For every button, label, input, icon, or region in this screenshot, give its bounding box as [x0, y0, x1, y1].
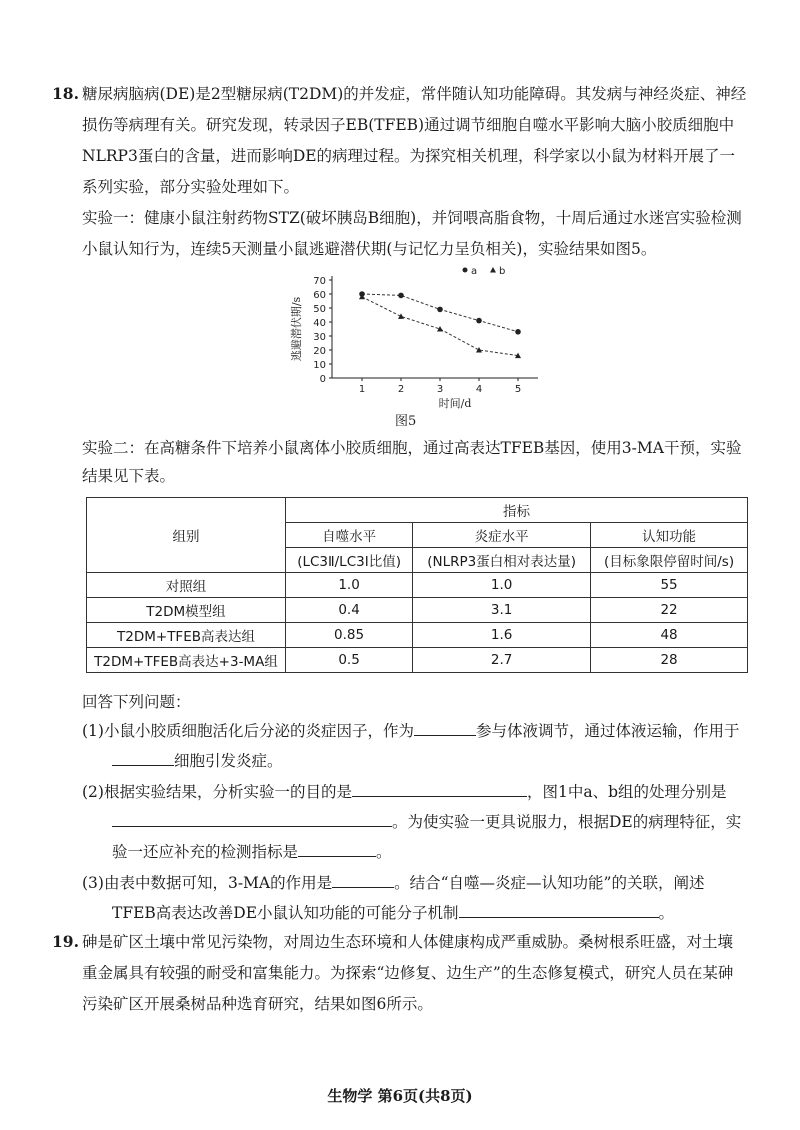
- y-tick-label: 40: [313, 318, 326, 329]
- sub-question-1-line-2: [112, 750, 283, 772]
- table-cell: 1.0: [286, 573, 413, 598]
- x-tick-label: 3: [436, 384, 444, 395]
- q19-line-3: 污染矿区开展桑树品种选育研究，结果如图6所示。: [82, 995, 433, 1013]
- answer-blank[interactable]: [112, 751, 174, 766]
- q19-line-1: 砷是矿区土壤中常见污染物，对周边生态环境和人体健康构成严重威胁。桑树根系旺盛，对土壤: [82, 933, 734, 951]
- y-tick-label: 60: [313, 290, 326, 301]
- page-footer: 生物学 第6页(共8页): [327, 1087, 473, 1105]
- table-col-name: 炎症水平: [413, 523, 591, 548]
- sub-question-1-text: (1)小鼠小胶质细胞活化后分泌的炎症因子，作为: [82, 722, 414, 740]
- sub-question-2-text: 。: [376, 843, 392, 861]
- data-point-a: [515, 329, 521, 335]
- x-tick-label: 2: [397, 384, 405, 395]
- table-cell: 1.6: [413, 623, 591, 648]
- table-row: [87, 598, 748, 623]
- answer-blank[interactable]: [459, 903, 659, 918]
- table-cell: 28: [591, 648, 748, 673]
- legend-marker-b: [490, 267, 496, 273]
- table-cell-group: 对照组: [87, 573, 286, 598]
- legend-label-b: b: [499, 266, 506, 277]
- answer-prompt: 回答下列问题：: [82, 693, 191, 711]
- data-point-b: [476, 347, 482, 353]
- legend-marker-a: [463, 268, 468, 273]
- q18-intro-line-1: 糖尿病脑病(DE)是2型糖尿病(T2DM)的并发症，常伴随认知功能障碍。其发病与神经炎症、神经: [82, 85, 747, 103]
- q18-intro-line-2: 损伤等病理有关。研究发现，转录因子EB(TFEB)通过调节细胞自噬水平影响大脑小胶质细胞中: [82, 116, 735, 134]
- sub-question-1-text: 细胞引发炎症。: [174, 752, 283, 770]
- sub-question-3-text: (3)由表中数据可知，3-MA的作用是: [82, 874, 333, 892]
- answer-blank[interactable]: [352, 782, 527, 797]
- experiment-2-line-2: 结果见下表。: [82, 467, 176, 485]
- data-point-a: [476, 318, 482, 324]
- table-cell-group: T2DM模型组: [87, 598, 286, 623]
- sub-question-1-text: 参与体液调节，通过体液运输，作用于: [475, 722, 740, 740]
- x-tick-label: 5: [514, 384, 522, 395]
- experiment-2-table: [86, 497, 748, 673]
- y-tick-label: 70: [313, 276, 326, 287]
- table-row: [87, 573, 748, 598]
- x-tick-label: 1: [358, 384, 366, 395]
- table-col-unit: (目标象限停留时间/s): [591, 548, 748, 573]
- table-col-unit: (NLRP3蛋白相对表达量): [413, 548, 591, 573]
- y-tick-label: 0: [319, 374, 326, 385]
- sub-question-3-line-2: [112, 902, 674, 924]
- x-tick-label: 4: [475, 384, 483, 395]
- figure-5-caption: 图5: [395, 414, 417, 429]
- sub-question-2-text: ，图1中a、b组的处理分别是: [526, 783, 727, 801]
- table-cell: 22: [591, 598, 748, 623]
- q19-line-2: 重金属具有较强的耐受和富集能力。为探索“边修复、边生产”的生态修复模式，研究人员在某砷: [82, 964, 734, 982]
- sub-question-3-line-1: [82, 872, 704, 894]
- legend-label-a: a: [471, 266, 478, 277]
- question-18-number: 18.: [52, 84, 79, 103]
- sub-question-2-line-3: [112, 841, 392, 863]
- answer-blank[interactable]: [414, 721, 476, 736]
- answer-blank[interactable]: [298, 842, 376, 857]
- table-row: [87, 623, 748, 648]
- table-cell-group: T2DM+TFEB高表达+3-MA组: [87, 648, 286, 673]
- q18-intro-line-4: 系列实验，部分实验处理如下。: [82, 178, 300, 196]
- q18-intro-line-3: NLRP3蛋白的含量，进而影响DE的病理过程。为探究相关机理，科学家以小鼠为材料开展了一: [82, 147, 736, 165]
- experiment-1-line-1: 实验一：健康小鼠注射药物STZ(破坏胰岛B细胞)，并饲喂高脂食物，十周后通过水迷宫实验检测: [82, 209, 742, 227]
- table-col-name: 认知功能: [591, 523, 748, 548]
- sub-question-2-text: 。为使实验一更具说服力，根据DE的病理特征，实: [392, 813, 742, 831]
- question-19-number: 19.: [52, 932, 79, 951]
- table-row: [87, 648, 748, 673]
- table-cell: 2.7: [413, 648, 591, 673]
- table-cell: 55: [591, 573, 748, 598]
- x-axis-label: 时间/d: [438, 397, 472, 410]
- sub-question-2-line-1: [82, 781, 727, 803]
- experiment-1-line-2: 小鼠认知行为，连续5天测量小鼠逃避潜伏期(与记忆力呈负相关)，实验结果如图5。: [82, 240, 657, 258]
- answer-blank[interactable]: [332, 873, 394, 888]
- table-cell: 0.4: [286, 598, 413, 623]
- data-point-b: [398, 313, 404, 319]
- y-tick-label: 50: [313, 304, 326, 315]
- table-cell: 48: [591, 623, 748, 648]
- y-axis-label: 逃避潜伏期/s: [290, 296, 303, 362]
- table-col-unit: (LC3Ⅱ/LC3Ⅰ比值): [286, 548, 413, 573]
- table-cell: 0.5: [286, 648, 413, 673]
- table-cell-group: T2DM+TFEB高表达组: [87, 623, 286, 648]
- sub-question-2-text: 验一还应补充的检测指标是: [112, 843, 299, 861]
- table-cell: 0.85: [286, 623, 413, 648]
- y-tick-label: 20: [313, 346, 326, 357]
- table-cell: 3.1: [413, 598, 591, 623]
- sub-question-3-text: 。: [658, 904, 675, 922]
- sub-question-1-line-1: [82, 720, 739, 742]
- sub-question-2-line-2: [112, 811, 741, 833]
- figure-5-line-chart: [270, 258, 540, 433]
- sub-question-2-text: (2)根据实验结果，分析实验一的目的是: [82, 783, 352, 801]
- table-header-indicator: 指标: [286, 498, 748, 523]
- y-tick-label: 30: [313, 332, 326, 343]
- table-cell: 1.0: [413, 573, 591, 598]
- answer-blank[interactable]: [112, 812, 392, 827]
- table-col-name: 自噬水平: [286, 523, 413, 548]
- data-point-a: [398, 293, 404, 299]
- y-tick-label: 10: [313, 360, 326, 371]
- experiment-2-line-1: 实验二：在高糖条件下培养小鼠离体小胶质细胞，通过高表达TFEB基因，使用3-MA干预，实验: [82, 439, 742, 457]
- sub-question-3-text: 。结合“自噬—炎症—认知功能”的关联，阐述: [394, 874, 705, 892]
- sub-question-3-text: TFEB高表达改善DE小鼠认知功能的可能分子机制: [112, 904, 459, 922]
- table-header-group: 组别: [87, 498, 286, 573]
- data-point-a: [437, 307, 443, 313]
